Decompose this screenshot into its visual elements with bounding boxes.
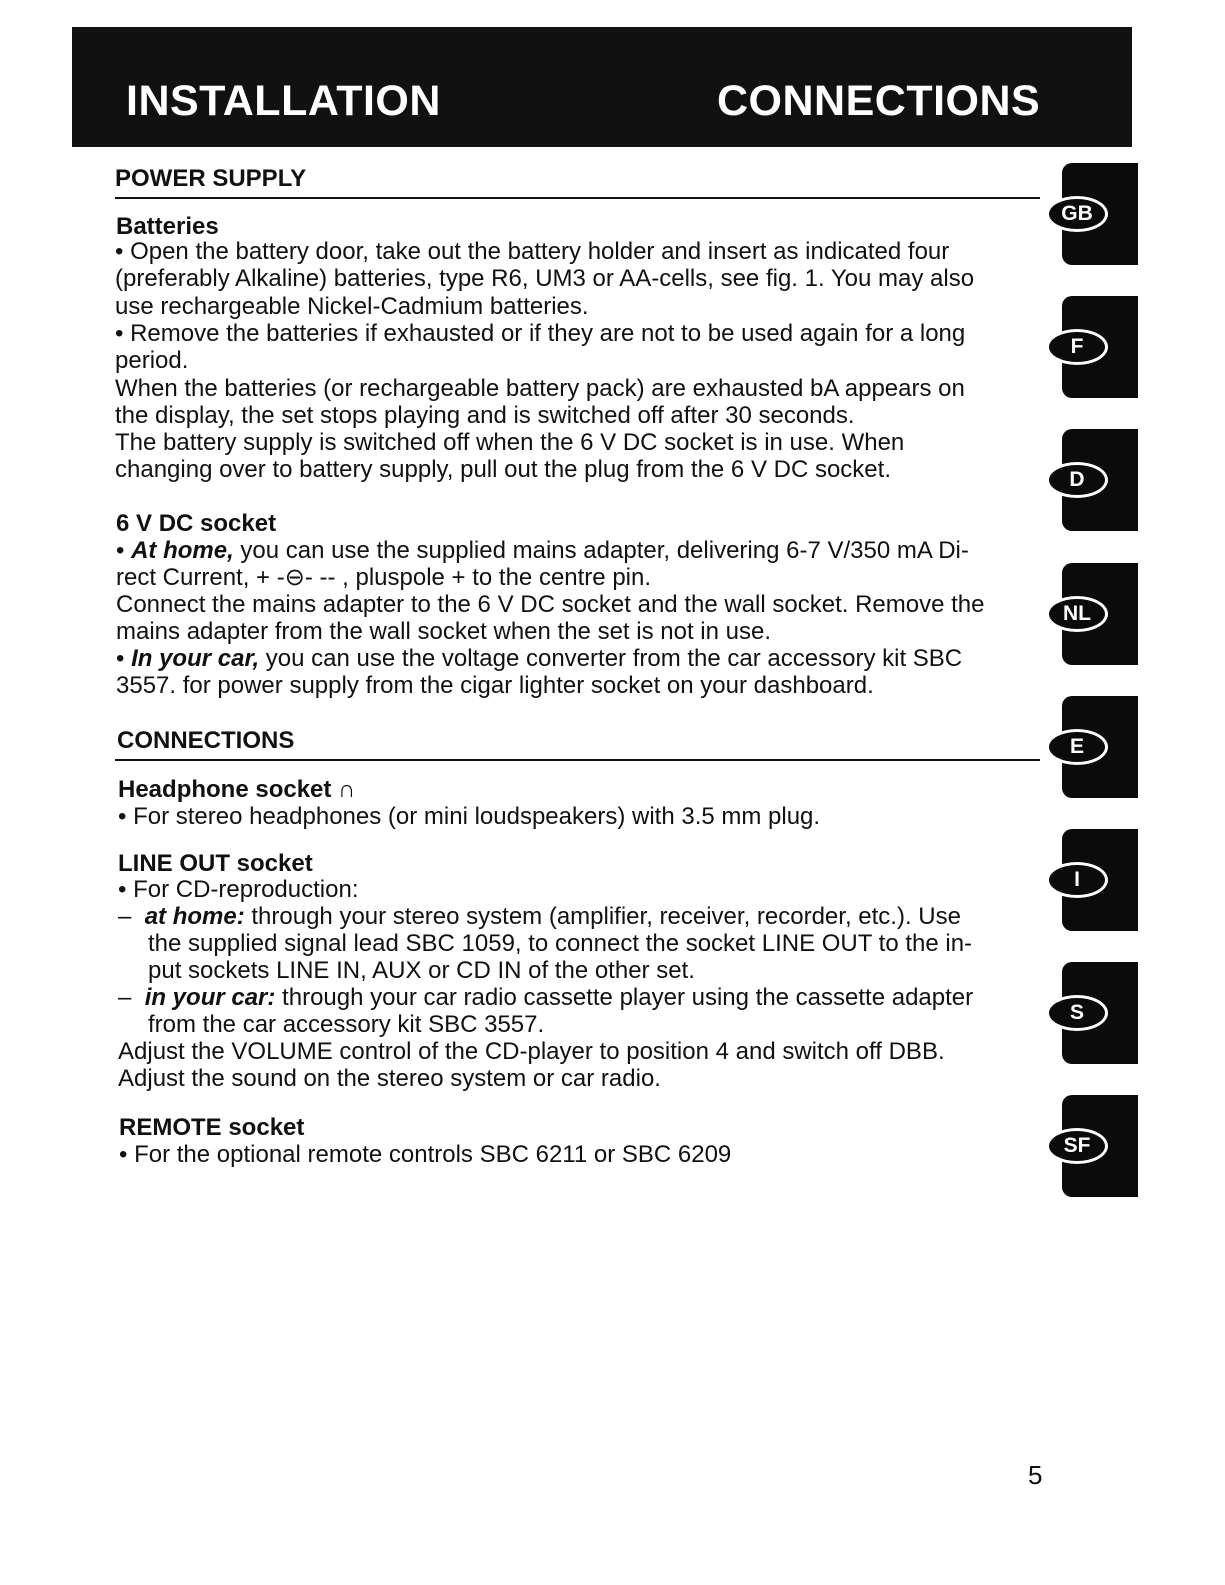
batteries-line: • Remove the batteries if exhausted or if they are not to be used again for a long bbox=[115, 319, 966, 347]
lineout-line: Adjust the sound on the stereo system or car radio. bbox=[118, 1065, 661, 1092]
batteries-line: changing over to battery supply, pull out the plug from the 6 V DC socket. bbox=[115, 456, 891, 484]
lineout-line: • For CD-reproduction: bbox=[118, 876, 359, 903]
language-label: GB bbox=[1046, 196, 1108, 232]
batteries-heading: Batteries bbox=[116, 213, 219, 240]
lineout-heading: LINE OUT socket bbox=[118, 850, 313, 877]
section-connections: CONNECTIONS bbox=[117, 727, 295, 754]
lineout-line: from the car accessory kit SBC 3557. bbox=[148, 1011, 545, 1038]
page-number: 5 bbox=[1028, 1460, 1043, 1490]
batteries-line: (preferably Alkaline) batteries, type R6, UM3 or AA-cells, see fig. 1. You may also bbox=[115, 265, 975, 293]
language-label: D bbox=[1046, 462, 1108, 498]
batteries-line: period. bbox=[115, 347, 189, 375]
batteries-line: • Open the battery door, take out the battery holder and insert as indicated four bbox=[115, 238, 950, 265]
batteries-line: The battery supply is switched off when the 6 V DC socket is in use. When bbox=[115, 429, 905, 457]
language-label: F bbox=[1046, 329, 1108, 365]
divider bbox=[115, 759, 1040, 761]
batteries-line: When the batteries (or rechargeable battery pack) are exhausted bA appears on bbox=[115, 374, 965, 402]
dc-line: mains adapter from the wall socket when the set is not in use. bbox=[116, 618, 771, 645]
lineout-line: the supplied signal lead SBC 1059, to connect the socket LINE OUT to the in- bbox=[148, 930, 973, 957]
language-label: SF bbox=[1046, 1128, 1108, 1164]
lineout-line: – at home: through your stereo system (amplifier, receiver, recorder, etc.). Use bbox=[118, 903, 961, 930]
dc-socket-heading: 6 V DC socket bbox=[116, 510, 277, 537]
batteries-line: the display, the set stops playing and is switched off after 30 seconds. bbox=[115, 401, 855, 429]
remote-heading: REMOTE socket bbox=[119, 1114, 305, 1141]
headphone-line: • For stereo headphones (or mini loudspeakers) with 3.5 mm plug. bbox=[118, 803, 821, 830]
lineout-line: put sockets LINE IN, AUX or CD IN of the other set. bbox=[148, 957, 695, 984]
dc-line: • At home, you can use the supplied mains adapter, delivering 6-7 V/350 mA Di- bbox=[116, 537, 969, 564]
batteries-line: use rechargeable Nickel-Cadmium batteries. bbox=[115, 292, 589, 320]
remote-line: • For the optional remote controls SBC 6211 or SBC 6209 bbox=[119, 1141, 732, 1168]
divider bbox=[115, 197, 1040, 199]
dc-line: 3557. for power supply from the cigar lighter socket on your dashboard. bbox=[116, 672, 874, 699]
dc-line: • In your car, you can use the voltage converter from the car accessory kit SBC bbox=[116, 645, 963, 672]
language-label: S bbox=[1046, 995, 1108, 1031]
lineout-line: – in your car: through your car radio cassette player using the cassette adapter bbox=[118, 984, 974, 1011]
header-connections: CONNECTIONS bbox=[717, 77, 1041, 125]
section-power-supply: POWER SUPPLY bbox=[115, 165, 307, 192]
page-header bbox=[72, 27, 1132, 147]
header-installation: INSTALLATION bbox=[126, 77, 441, 125]
lineout-line: Adjust the VOLUME control of the CD-player to position 4 and switch off DBB. bbox=[118, 1038, 945, 1065]
headphone-heading: Headphone socket ∩ bbox=[118, 776, 356, 803]
language-label: NL bbox=[1046, 596, 1108, 632]
language-label: E bbox=[1046, 729, 1108, 765]
language-label: I bbox=[1046, 862, 1108, 898]
dc-line: rect Current, + -⊖- -- , pluspole + to the centre pin. bbox=[116, 564, 652, 591]
dc-line: Connect the mains adapter to the 6 V DC socket and the wall socket. Remove the bbox=[116, 591, 985, 618]
